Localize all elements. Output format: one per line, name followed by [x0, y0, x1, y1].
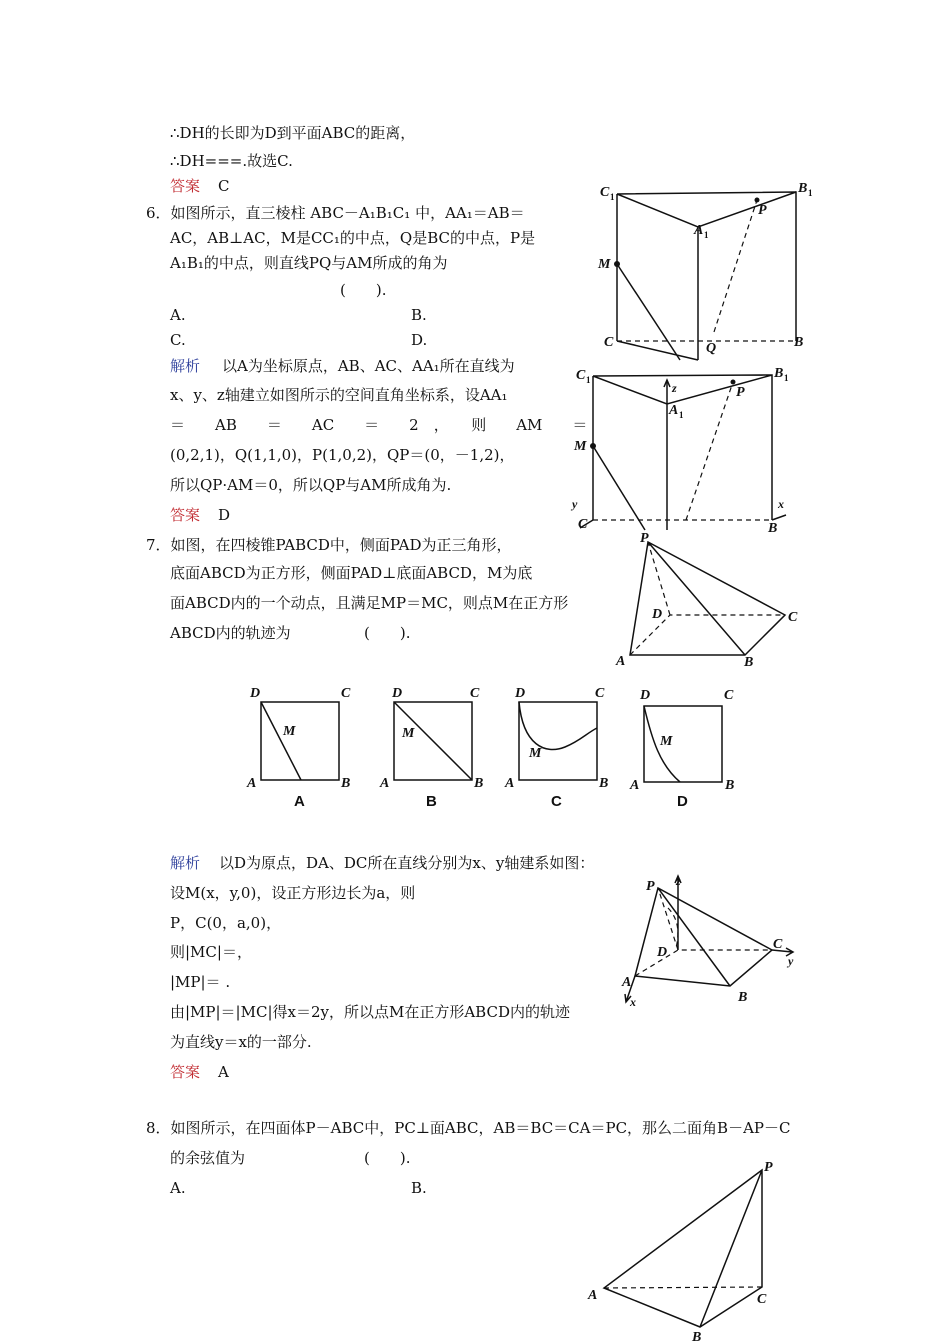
q6-analysis-3: ＝ AB ＝ AC ＝ 2 ， 则 AM ＝: [170, 416, 588, 434]
svg-text:C: C: [578, 517, 588, 532]
svg-text:C: C: [757, 1292, 767, 1307]
q6-answer: D: [218, 506, 231, 524]
svg-text:B: B: [768, 521, 778, 536]
svg-text:B: B: [341, 776, 351, 791]
svg-text:M: M: [283, 724, 296, 739]
q7-choice-a: [245, 685, 355, 805]
svg-text:P: P: [736, 385, 745, 400]
q6-analysis-label: 解析: [170, 357, 201, 375]
svg-text:B: B: [692, 1330, 702, 1344]
svg-text:P: P: [764, 1160, 773, 1175]
q8-line-1: 8．如图所示，在四面体P－ABC中，PC⊥面ABC，AB＝BC＝CA＝PC，那么二面角B－AP－C: [146, 1119, 791, 1137]
svg-text:y: y: [788, 954, 794, 968]
q8-line-2: 的余弦值为: [170, 1149, 246, 1167]
q6-paren: ( ).: [340, 281, 387, 299]
q8-tetrahedron-figure: [582, 1155, 792, 1344]
svg-text:z: z: [672, 381, 677, 395]
svg-text:D: D: [652, 607, 663, 622]
q7-paren: ( ).: [364, 624, 411, 642]
svg-text:P: P: [758, 203, 767, 218]
svg-text:D: D: [640, 688, 651, 703]
svg-text:A: A: [380, 776, 390, 791]
q6-prism-figure: [590, 180, 820, 355]
svg-text:A: A: [616, 654, 626, 669]
q6-line-1: 6．如图所示，直三棱柱 ABC－A₁B₁C₁ 中，AA₁＝AB＝: [146, 204, 525, 222]
svg-text:A: A: [630, 778, 640, 793]
q7-pyramid-figure: [610, 530, 810, 670]
svg-text:C: C: [576, 368, 586, 383]
q7-choice-a-caption[interactable]: A: [294, 793, 305, 810]
q6-analysis-2: x、y、z轴建立如图所示的空间直角坐标系，设AA₁: [170, 386, 508, 404]
q6-option-b: B.: [411, 306, 427, 324]
svg-text:1: 1: [704, 230, 709, 240]
q7-choice-c-caption[interactable]: C: [551, 793, 562, 810]
svg-text:B: B: [725, 778, 735, 793]
q7-answer-label: 答案: [170, 1063, 201, 1081]
q7-line-3: 面ABCD内的一个动点，且满足MP＝MC，则点M在正方形: [170, 594, 569, 612]
svg-text:B: B: [599, 776, 609, 791]
q6-coordinate-figure: [570, 362, 800, 536]
svg-text:C: C: [470, 686, 480, 701]
q6-analysis-5: 所以QP·AM＝0，所以QP与AM所成角为.: [170, 476, 452, 494]
svg-text:D: D: [392, 686, 403, 701]
q7-analysis-label: 解析: [170, 854, 201, 872]
q7-analysis-7: 为直线y＝x的一部分.: [170, 1033, 312, 1051]
svg-text:A: A: [247, 776, 257, 791]
svg-text:A: A: [694, 223, 704, 238]
prev-answer: C: [218, 177, 230, 195]
svg-text:A: A: [669, 403, 679, 418]
q7-choice-d: [630, 685, 740, 805]
svg-text:C: C: [773, 937, 783, 952]
q7-line-1: 7．如图，在四棱锥PABCD中，侧面PAD为正三角形，: [146, 536, 512, 554]
q7-coordinate-figure: [620, 868, 810, 1018]
svg-text:B: B: [738, 990, 748, 1005]
q6-line-2: AC，AB⊥AC，M是CC₁的中点，Q是BC的中点，P是: [170, 229, 536, 247]
svg-text:C: C: [604, 335, 614, 350]
svg-text:P: P: [640, 531, 649, 546]
svg-text:D: D: [515, 686, 526, 701]
q7-choice-d-caption[interactable]: D: [677, 793, 688, 810]
svg-text:B: B: [774, 366, 784, 381]
svg-text:M: M: [402, 726, 415, 741]
svg-text:Q: Q: [706, 341, 717, 356]
svg-text:M: M: [529, 746, 542, 761]
prev-line-1: ∴DH的长即为D到平面ABC的距离，: [170, 124, 416, 142]
svg-text:C: C: [600, 185, 610, 200]
svg-text:C: C: [341, 686, 351, 701]
point-p: [755, 198, 760, 203]
svg-text:x: x: [630, 995, 636, 1009]
svg-text:y: y: [572, 497, 578, 511]
svg-text:C: C: [595, 686, 605, 701]
point-m: [614, 261, 620, 267]
q7-choice-b: [380, 685, 490, 805]
svg-text:D: D: [657, 945, 668, 960]
svg-text:B: B: [474, 776, 484, 791]
q7-analysis-3: P，C(0，a,0)，: [170, 914, 282, 932]
q7-choice-b-caption[interactable]: B: [426, 793, 437, 810]
svg-text:M: M: [660, 734, 673, 749]
svg-text:1: 1: [784, 373, 789, 383]
q8-option-a: A.: [170, 1179, 186, 1197]
q6-line-3: A₁B₁的中点，则直线PQ与AM所成的角为: [170, 254, 448, 272]
svg-text:M: M: [574, 439, 587, 454]
svg-text:x: x: [778, 497, 784, 511]
q7-analysis-2: 设M(x，y,0)，设正方形边长为a，则: [170, 884, 416, 902]
q7-answer: A: [218, 1063, 229, 1081]
q7-analysis-5: |MP|＝ .: [170, 973, 231, 991]
prev-answer-label: 答案: [170, 177, 201, 195]
q7-line-2: 底面ABCD为正方形，侧面PAD⊥底面ABCD，M为底: [170, 564, 533, 582]
svg-text:C: C: [724, 688, 734, 703]
q6-analysis-1: 以A为坐标原点，AB、AC、AA₁所在直线为: [222, 357, 515, 375]
svg-text:C: C: [788, 610, 798, 625]
svg-text:D: D: [250, 686, 261, 701]
q7-choice-c: [505, 685, 615, 805]
q7-analysis-4: 则|MC|＝，: [170, 943, 252, 961]
prev-line-2: ∴DH===.故选C.: [170, 152, 293, 170]
xy-axes: [580, 515, 786, 528]
q7-line-4: ABCD内的轨迹为: [170, 624, 291, 642]
svg-text:B: B: [794, 335, 804, 350]
q6-option-a: A.: [170, 306, 186, 324]
svg-text:1: 1: [586, 375, 591, 385]
q7-analysis-1: 以D为原点，DA、DC所在直线分别为x、y轴建系如图：: [219, 854, 595, 872]
svg-text:P: P: [646, 879, 655, 894]
q8-option-b: B.: [411, 1179, 427, 1197]
q6-answer-label: 答案: [170, 506, 201, 524]
svg-text:B: B: [798, 181, 808, 196]
svg-text:A: A: [588, 1288, 598, 1303]
svg-text:1: 1: [808, 188, 813, 198]
q6-analysis-4: (0,2,1)，Q(1,1,0)，P(1,0,2)，QP＝(0，－1,2)，: [170, 446, 515, 464]
svg-text:M: M: [598, 257, 611, 272]
q8-paren: ( ).: [364, 1149, 411, 1167]
svg-text:1: 1: [679, 410, 684, 420]
q7-analysis-6: 由|MP|＝|MC|得x＝2y，所以点M在正方形ABCD内的轨迹: [170, 1003, 570, 1021]
svg-text:B: B: [744, 655, 754, 670]
q6-option-d: D.: [411, 331, 428, 349]
svg-text:z: z: [676, 874, 681, 888]
svg-text:1: 1: [610, 192, 615, 202]
q6-option-c: C.: [170, 331, 186, 349]
svg-text:A: A: [622, 975, 632, 990]
svg-text:A: A: [505, 776, 515, 791]
